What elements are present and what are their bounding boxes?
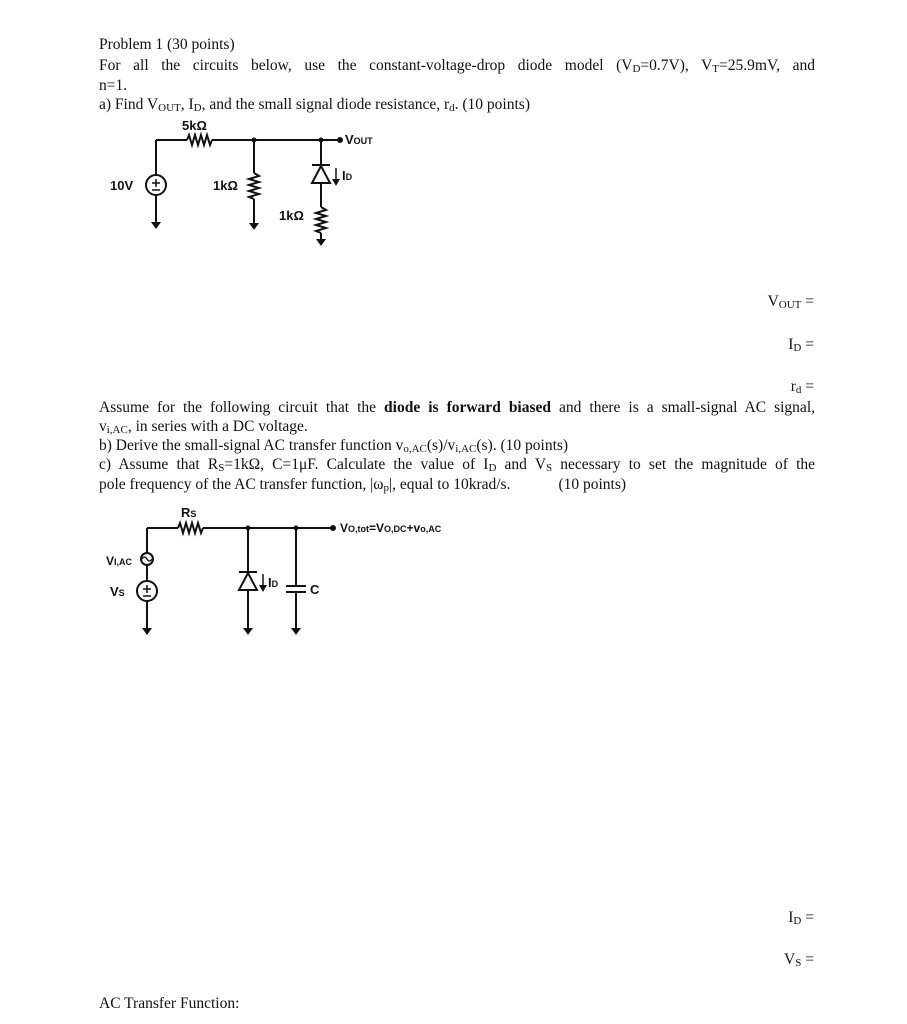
diode-2-icon bbox=[239, 573, 257, 590]
answer-rd: rd = bbox=[790, 378, 814, 396]
resistor-5k-label: 5kΩ bbox=[182, 118, 207, 133]
diode-current-label: ID bbox=[342, 168, 353, 183]
part-a-prompt: a) Find VOUT, ID, and the small signal diode resistance, rd. (10 points) bbox=[99, 96, 530, 114]
part-b-assumption-line2: vi,AC, in series with a DC voltage. bbox=[99, 418, 308, 436]
part-c-prompt-line1: c) Assume that RS=1kΩ, C=1μF. Calculate the value of ID and VS necessary to set the magnitude of the bbox=[99, 456, 816, 474]
resistor-1k-bottom-label: 1kΩ bbox=[279, 208, 304, 223]
part-c-prompt-line2: pole frequency of the AC transfer function, |ωp|, equal to 10krad/s. (10 points) bbox=[99, 476, 627, 494]
problem-title: Problem 1 (30 points) bbox=[99, 36, 235, 53]
ac-transfer-function-label: AC Transfer Function: bbox=[99, 995, 240, 1012]
diode-2-current-label: ID bbox=[268, 575, 279, 590]
resistor-rs-label: RS bbox=[181, 505, 197, 520]
problem-intro-line2: n=1. bbox=[99, 77, 128, 94]
answer-vout: VOUT = bbox=[767, 293, 814, 311]
part-b-prompt: b) Derive the small-signal AC transfer function vo,AC(s)/vi,AC(s). (10 points) bbox=[99, 437, 569, 455]
resistor-1k-mid-label: 1kΩ bbox=[213, 178, 238, 193]
problem-intro-line1: For all the circuits below, use the constant-voltage-drop diode model (VD=0.7V), VT=25.9mV, and bbox=[99, 57, 815, 75]
vi-ac-label: VI,AC bbox=[106, 554, 133, 568]
answer-id: ID = bbox=[788, 336, 814, 354]
answer-c-vs: VS = bbox=[784, 951, 814, 969]
vs-label: VS bbox=[110, 584, 125, 599]
source-10v-label: 10V bbox=[110, 178, 134, 193]
vout-tot-node bbox=[330, 525, 336, 531]
resistor-rs-zigzag bbox=[178, 523, 203, 533]
vout-label: VOUT bbox=[345, 132, 373, 147]
vout-tot-label: VO,tot=VO,DC+vo,AC bbox=[340, 521, 442, 535]
answer-c-id: ID = bbox=[788, 909, 814, 927]
capacitor-label: C bbox=[310, 582, 320, 597]
part-b-assumption-line1: Assume for the following circuit that the diode is forward biased and there is a small-signal AC signal, bbox=[99, 399, 815, 416]
